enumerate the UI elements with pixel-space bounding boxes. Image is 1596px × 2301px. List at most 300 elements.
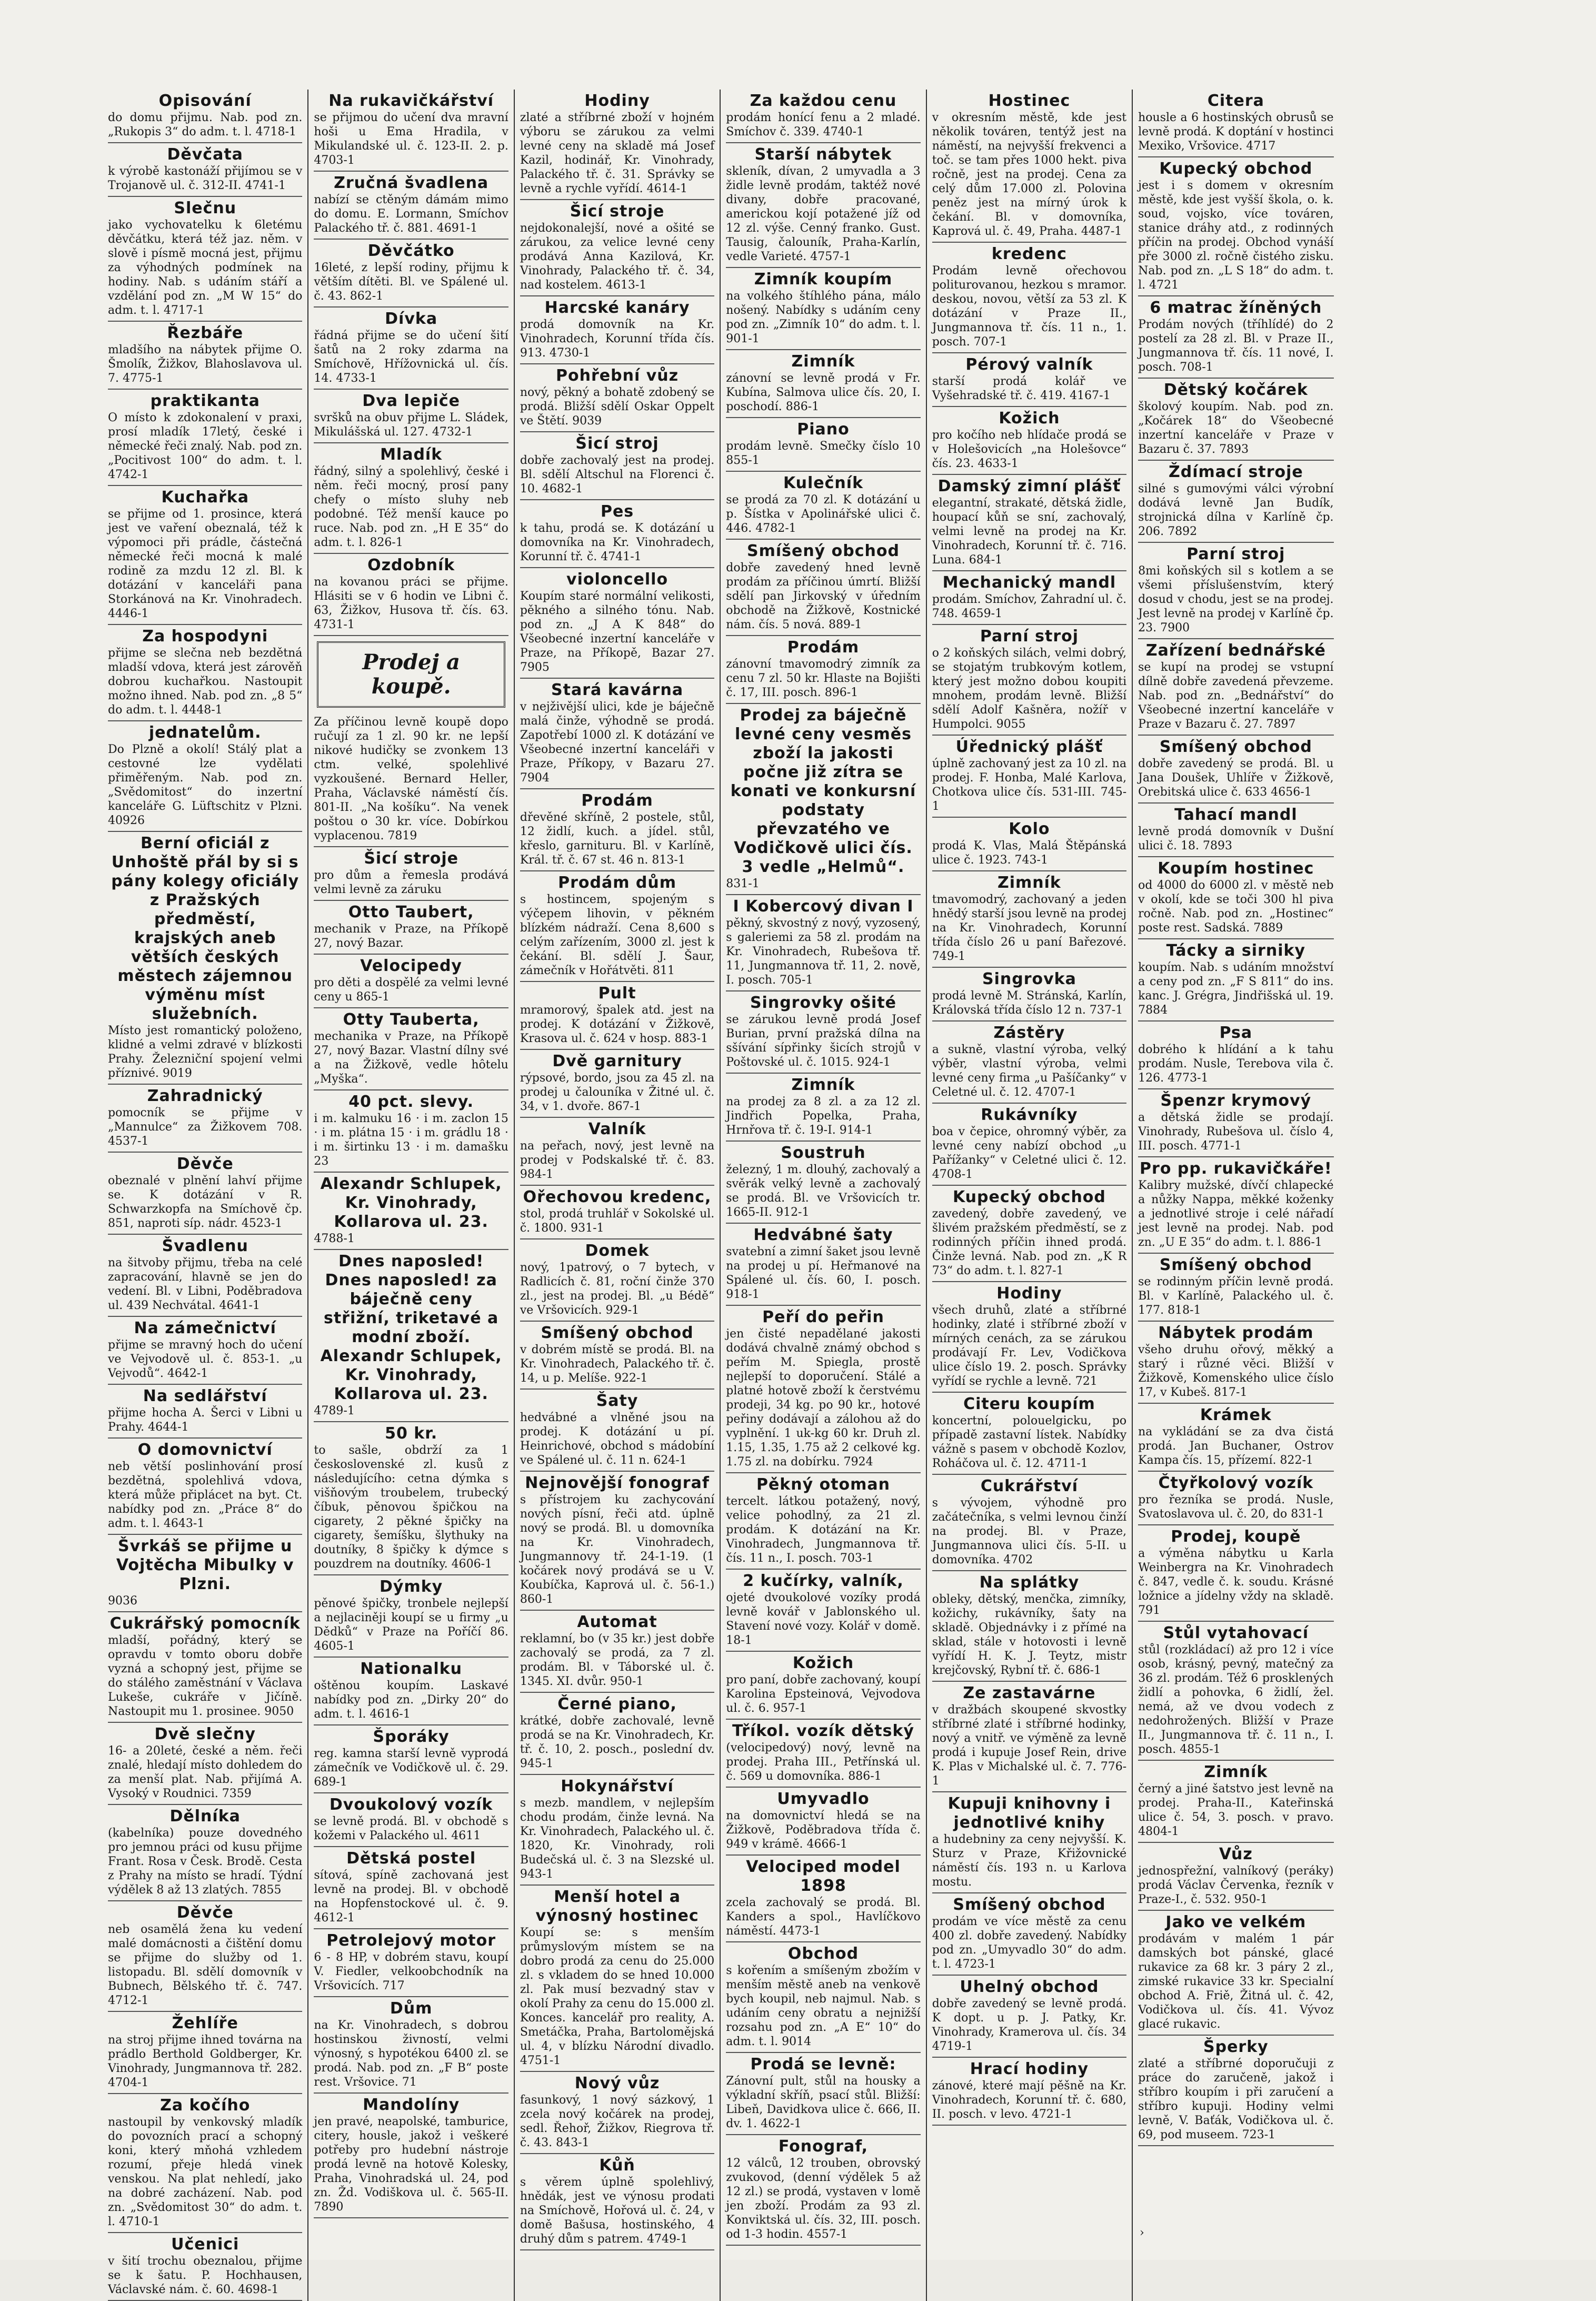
classified-ad	[520, 789, 714, 871]
ad-heading: Kupuji knihovny i jednotlivé knihy	[947, 1794, 1111, 1832]
ad-heading: Šporáky	[373, 1728, 450, 1746]
classified-ad	[108, 197, 302, 322]
ad-heading: Děvčátko	[367, 242, 455, 260]
ad-text: housle a 6 hostinských obrusů se levně prodá. K doptání v hostinci Mexiko, Vršovice. 4717	[1138, 111, 1334, 153]
ad-heading: Děvčata	[167, 145, 243, 164]
ad-text: se přijme od 1. prosince, která jest ve vaření obeznalá, též k výpomoci při prádle, částečná německé řeči mocná k malé rodině za mzdu 12 zl. Bl. k dotázání v kanceláři pana Storkánová na Kr. Vinohradech. 4446-1	[108, 508, 303, 620]
classified-ad	[314, 955, 508, 1008]
ad-heading: Tříkol. vozík dětský	[732, 1722, 914, 1740]
classified-ad	[1138, 543, 1333, 639]
ad-heading: Dětská postel	[346, 1849, 476, 1868]
ad-text: pěnové špičky, tronbele nejlepší a nejlaciněji koupí se u firmy „u Dědků“ v Praze na Poříčí 86. 4605-1	[314, 1597, 508, 1653]
section-promo-box: Prodej a koupě.	[317, 641, 505, 708]
ad-text: 831-1	[726, 877, 760, 890]
classified-ad	[520, 1050, 714, 1118]
ad-text: (velocipedový) nový, levně na prodej. Praha III., Petřínská ul. č. 569 u domovníka. 886-1	[726, 1741, 921, 1783]
ad-heading: Citera	[1207, 92, 1264, 110]
classified-ad	[520, 1693, 714, 1775]
ad-text: mramorový, špalek atd. jest na prodej. K dotázání v Žižkově, Krasova ul. č. 624 v hosp. 883-1	[520, 1004, 715, 1045]
classified-ad	[932, 1186, 1126, 1282]
classified-ad	[520, 1186, 714, 1239]
classified-ad	[932, 243, 1126, 353]
ad-text: v okresním městě, kde jest několik továren, tentýž jest na náměstí, na nejvyšší frekvenci a toč. se tam přes 1000 hekt. piva ročně, jest na prodej. Cena za celý dům 17.000 zl. Polovina peněz jest na mírný úrok k čekání. Bl. v domovníka, Kaprová ul. č. 49, Praha. 4487-1	[932, 111, 1127, 238]
classified-ad	[726, 1856, 920, 1942]
ad-text: nejdokonalejší, nové a ošité se zárukou, za velice levné ceny prodává Anna Kazilová, Kr. Vinohrady, Palackého tř. č. 34, nad kostelem. 4613-1	[520, 222, 715, 292]
classified-ad	[932, 625, 1126, 736]
ad-text: fasunkový, 1 nový sázkový, 1 zcela nový kočárek na prodej, sedl. Řehoř, Žižkov, Riegrova tř. č. 43. 843-1	[520, 2094, 715, 2149]
classified-ad	[314, 1793, 508, 1847]
classified-ad	[314, 90, 508, 172]
ad-heading: Pro pp. rukavičkáře!	[1140, 1159, 1332, 1178]
ad-text: a výměna nábytku u Karla Weinbergra na Kr. Vinohradech č. 847, vedle č. k. soudu. Krásné ložnice a jídelny vždy na skladě. 791	[1138, 1547, 1334, 1617]
ad-heading: Pes	[600, 502, 634, 521]
ad-text: (kabelníka) pouze dovedného pro jemnou práci od kusu přijme Frant. Rosa v Česk. Brodě. Cesta z Prahy na místo se hradí. Týdní výdělek 8 až 13 zlatých. 7855	[108, 1827, 303, 1897]
ad-heading: kredenc	[991, 245, 1067, 263]
ad-heading: Šicí stroj	[575, 434, 659, 453]
ad-text: mladšího na nábytek přijme O. Šmolík, Žižkov, Blahoslavova ul. 7. 4775-1	[108, 343, 303, 385]
classified-ad	[108, 2094, 302, 2233]
classified-ad	[1138, 296, 1333, 379]
ad-column-4	[721, 90, 926, 2301]
ad-heading: Stará kavárna	[551, 681, 684, 699]
ad-text: s věrem úplně spolehlivý, hnědák, jest ve výnosu prodati na Smíchově, Hořová ul. č. 24, v domě Bašusa, hostinského, 4 druhý dům s patrem. 4749-1	[520, 2176, 715, 2246]
ad-text: hedvábné a vlněné jsou na prodej. K dotázání u pí. Heinrichové, obchod s mádobíní ve Spálené ul. č. 11 n. 624-1	[520, 1411, 715, 1467]
classified-ad	[314, 1658, 508, 1725]
ad-heading: Špenzr krymový	[1160, 1092, 1312, 1110]
classified-ad	[108, 625, 302, 721]
classified-ad	[314, 308, 508, 390]
classified-ad	[520, 1390, 714, 1472]
ad-heading: Dívka	[385, 310, 438, 328]
classified-ad	[1138, 1843, 1333, 1911]
classified-ad	[314, 1847, 508, 1929]
classified-ad	[520, 90, 714, 200]
classified-ad	[932, 2058, 1126, 2126]
ad-column-5	[927, 90, 1133, 2301]
classified-ad	[932, 407, 1126, 475]
ad-text: a sukně, vlastní výroba, velký výběr, vlastní výroba, velmi levné ceny firma „u Pašíčanky“ v Celetné ul. č. 12. 4707-1	[932, 1043, 1127, 1099]
ad-heading: Švrkáš se přijme u Vojtěcha Mibulky v Plzni.	[116, 1537, 294, 1593]
ad-text: zánovní se levně prodá v Fr. Kubína, Salmova ulice čís. 20, I. poschodí. 886-1	[726, 372, 921, 413]
ad-heading: Dvě slečny	[154, 1725, 256, 1743]
ad-heading: Dělníka	[169, 1807, 241, 1826]
ad-column-1	[103, 90, 308, 2301]
ad-text: nový, pěkný a bohatě zdobený se prodá. Bližší sdělí Oskar Oppelt ve Štětí. 9039	[520, 386, 715, 428]
ad-heading: Ze zastavárne	[963, 1684, 1096, 1702]
ad-text: Prodám levně ořechovou politurovanou, hezkou s mramor. deskou, novou, větší za 53 zl. K dotázání v Praze II., Jungmannova tř. čís. 11 n., 1. posch. 707-1	[932, 264, 1127, 349]
ad-text: 16- a 20leté, české a něm. řeči znalé, hledají místo dohledem do za menší plat. Nab. přijímá A. Vysoký v Roudnici. 7359	[108, 1744, 303, 1800]
ad-text: Koupí se: s menším průmyslovým místem se na dobro prodá za cenu do 25.000 zl. s vkladem do se hned 10.000 zl. Pak musí bezvadný stav v okolí Prahy za cenu do 15.000 zl. Konces. kancelář pro reality, A. Smetáčka, Praha, Bartolomějská ul. 4, v blízku Národní divadlo. 4751-1	[520, 1926, 715, 2067]
classified-ad	[726, 1942, 920, 2053]
ad-text: mechanika v Praze, na Příkopě 27, nový Bazar. Vlastní dílny své a na Žižkově, vedle hôtelu „Myška“.	[314, 1030, 508, 1086]
classified-ad	[1138, 1254, 1333, 1322]
ad-text: elegantní, strakaté, dětská židle, houpací kůň se sní, zachovalý, velmi levně na prodej na Kr. Vinohradech, Korunní tř. č. 716. Luna. 684-1	[932, 497, 1127, 567]
classified-ad	[108, 1439, 302, 1535]
classified-ad	[314, 1929, 508, 1997]
ad-heading: Černé piano,	[557, 1695, 677, 1713]
ad-heading: Dvě garnitury	[552, 1052, 682, 1070]
ad-heading: Velocipedy	[360, 957, 462, 975]
classified-ad	[932, 1792, 1126, 1893]
ad-text: dobře zavedený hned levně prodám za příčinou úmrtí. Bližší sdělí pan Jirkovský v úředním obchodě na Žižkově, Kostnické nám. čís. 5 nová. 889-1	[726, 561, 921, 631]
classified-ad	[932, 571, 1126, 625]
ad-text: tmavomodrý, zachovaný a jeden hnědý starší jsou levně na prodej na Kr. Vinohradech, Korunní třída číslo 26 u paní Bařezové. 749-1	[932, 893, 1127, 963]
ad-heading: Menší hotel a výnosný hostinec	[535, 1888, 699, 1925]
classified-ad	[1138, 90, 1333, 157]
ad-heading: Pult	[598, 984, 636, 1003]
ad-text: a hudebniny za ceny nejvyšší. K. Sturz v Praze, Křižovnické náměstí čís. 193 n. u Karlova mostu.	[932, 1833, 1127, 1889]
ad-heading: Koupím hostinec	[1158, 859, 1314, 878]
classified-ad	[314, 1173, 508, 1250]
ad-heading: Nationalku	[360, 1660, 463, 1678]
ad-text: prodá domovník na Kr. Vinohradech, Korunní třída čís. 913. 4730-1	[520, 318, 715, 360]
ad-heading: Kožich	[792, 1654, 854, 1672]
classified-ad	[108, 1153, 302, 1235]
ad-text: dobrého k hlídání a k tahu prodám. Nusle, Terebova vila č. 126. 4773-1	[1138, 1043, 1334, 1085]
ad-text: 4789-1	[314, 1404, 355, 1417]
classified-ad	[726, 991, 920, 1074]
ad-heading: Starší nábytek	[754, 145, 892, 164]
ad-heading: Smíšený obchod	[953, 1896, 1106, 1914]
ad-text: mladší, pořádný, který se opravdu v tomto oboru dobře vyzná a schopný jest, přijme se do stálého zaměstnání v Václava Lukeše, cukráře v Jičíně. Nastoupit mu 1. prosinee. 9050	[108, 1634, 303, 1718]
ad-text: Za příčinou levně koupě dopo ručují za 1 zl. 90 kr. ne lepší nikové hudičky se zvonkem 13 ctm. velké, spolehlivé vyzkoušené. Bernard Heller, Praha, Václavské náměstí čís. 801-II. „Na košíku“. Na venek poštou o 30 kr. více. Dobírkou vyplacenou. 7819	[314, 716, 508, 842]
ad-heading: Dýmky	[380, 1578, 443, 1596]
ad-text: prodá levně M. Stránská, Karlín, Královská třída číslo 12 n. 737-1	[932, 989, 1127, 1017]
ad-text: se kupí na prodej se vstupní dílně dobře zavedená převzeme. Nab. pod zn. „Bednářství“ do Všeobecné inzertní kanceláře v Praze v Bazaru č. 27. 7897	[1138, 661, 1334, 731]
ad-text: nabízí se ctěným dámám mimo do domu. E. Lormann, Smíchov Palackého tř. č. 881. 4691-1	[314, 193, 508, 235]
ad-text: zánovní tmavomodrý zimník za cenu 7 zl. 50 kr. Hlaste na Bojišti č. 17, III. posch. 896-1	[726, 658, 921, 699]
ad-text: O místo k zdokonalení v praxi, prosí mladík 17letý, české i německé řeči znalý. Nab. pod zn. „Pocitivost 100“ do adm. t. l. 4742-1	[108, 411, 303, 481]
ad-text: v šití trochu obeznalou, přijme se k šatu. P. Hochhausen, Václavské nám. č. 60. 4698-1	[108, 2255, 303, 2296]
ad-heading: Zařízení bednářské	[1145, 641, 1326, 660]
ad-text: s přístrojem ku zachycování nových písní, řeči atd. úplně nový se prodá. Bl. u domovníka na Kr. Vinohradech, Jungmannovy tř. 24-1-19. (1 kočárek nový prodává se u V. Koubíčka, Kaprová ul. č. 56-1.) 860-1	[520, 1493, 715, 1606]
ad-heading: Parní stroj	[980, 627, 1079, 646]
ad-text: a dětská židle se prodají. Vinohrady, Rubešova ul. číslo 4, III. posch. 4771-1	[1138, 1111, 1334, 1153]
classified-ad	[1138, 1761, 1333, 1843]
ad-heading: 50 kr.	[385, 1424, 438, 1443]
ad-heading: Kůň	[599, 2156, 635, 2175]
ad-text: na kovanou práci se přijme. Hlásiti se v 6 hodin ve Libni č. 63, Žižkov, Husova tř. čís. 63. 4731-1	[314, 576, 508, 631]
ad-text: do domu přijmu. Nab. pod zn. „Rukopis 3“ do adm. t. l. 4718-1	[108, 111, 303, 138]
classified-ad	[108, 721, 302, 832]
ad-heading: Alexandr Schlupek, Kr. Vinohrady, Kollarova ul. 23.	[320, 1175, 502, 1231]
ad-heading: Prodej za báječně levné ceny vesměs zboží la jakosti počne již zítra se konati ve konkursní podstaty převzatého ve Vodičkově ulici čís. 3 vedle „Helmů“.	[730, 706, 916, 876]
classified-ad	[520, 200, 714, 296]
ad-heading: violoncello	[566, 570, 669, 589]
ad-heading: Pěkný otoman	[756, 1475, 891, 1494]
ad-text: Zánovní pult, stůl na housky a výkladní skříň, psací stůl. Bližší: Libeň, Davidkova ulice č. 666, II. dv. 1. 4622-1	[726, 2075, 921, 2130]
ad-text: skleník, dívan, 2 umyvadla a 3 židle levně prodám, taktéž nové divany, dobře pracované, americkou kojí potažené jíž od 12 zl. výše. Cenný franko. Gust. Tausig, čalouník, Praha-Karlín, vedle Varieté. 4757-1	[726, 165, 921, 263]
classified-ad	[108, 2233, 302, 2301]
ad-heading: Zástěry	[993, 1024, 1065, 1042]
ad-text: rýpsové, bordo, jsou za 45 zl. na prodej u čalouníka v Žitné ul. č. 34, v 1. dvoře. 867-1	[520, 1072, 715, 1113]
ad-heading: Pohřební vůz	[556, 366, 679, 385]
ad-text: jen čisté nepadělané jakosti dodává chvalně známý obchod s peřím M. Spiegla, prostě nejlepší to doporučení. Stálé a platné hotově zboží k čerstvému prodeji, 34 kg. po 90 kr., hotové peřiny dodávají a zálohou až do vyplnění. 1 uk-kg 60 kr. Druh zl. 1.15, 1.35, 1.75 až 2 celkové kg. 1.75 zl. na dobírku. 7924	[726, 1327, 921, 1469]
classified-ad	[520, 1611, 714, 1693]
ads-columns	[103, 90, 1545, 2296]
classified-ad	[932, 736, 1126, 818]
classified-ad	[314, 390, 508, 443]
ad-text: dobře zavedený se prodá. Bl. u Jana Doušek, Uhlíře v Žižkově, Orebitská ulice č. 633 4656-1	[1138, 757, 1334, 799]
classified-ad	[1138, 639, 1333, 736]
classified-ad	[1138, 1322, 1333, 1404]
classified-ad	[108, 1535, 302, 1612]
ad-heading: Kupecký obchod	[952, 1188, 1106, 1206]
ad-heading: Citeru koupím	[963, 1395, 1095, 1413]
classified-ad	[932, 1682, 1126, 1792]
classified-ad	[932, 1393, 1126, 1475]
ad-heading: Opisování	[158, 92, 252, 110]
ad-text: Prodám nových (tříhlídé) do 2 postelí za 28 zl. Bl. v Praze II., Jungmannova tř. čís. 11 nové, I. posch. 708-1	[1138, 318, 1334, 374]
classified-ad	[932, 353, 1126, 407]
ad-text: se zárukou levně prodá Josef Burian, první pražská dílna na sšívání sípřinky šicích strojů v Poštovské ul. č. 1015. 924-1	[726, 1013, 921, 1069]
classified-ad	[932, 968, 1126, 1021]
classified-ad	[932, 1893, 1126, 1976]
classified-ad	[932, 475, 1126, 571]
ad-heading: Valník	[588, 1120, 646, 1138]
ad-heading: 40 pct. slevy.	[348, 1093, 474, 1111]
ad-text: mechanik v Praze, na Příkopě 27, nový Bazar.	[314, 923, 508, 950]
ad-heading: Cukrářství	[980, 1477, 1079, 1495]
ad-text: k výrobě kastonáží přijímou se v Trojanově ul. č. 312-II. 4741-1	[108, 165, 303, 192]
ad-heading: Prodám	[581, 791, 653, 810]
ad-text: pěkný, skvostný z nový, vyzosený, s galeriemi za 58 zl. prodám na Kr. Vinohradech, Rubešova tř. 11, Jungmannova tř. 11, 2. nově, I. posch. 705-1	[726, 917, 921, 987]
classified-ad	[726, 540, 920, 636]
ad-text: stůl (rozkládací) až pro 12 i více osob, krásný, pevný, matečný za 36 zl. prodám. Též 6 prosklených židlí a pohovka, 6 židlí, žel. nemá, až ve dvou vodech z nedohrožených. Bližší v Praze II., Jungmannova tř. č. 11 n., I. posch. 4855-1	[1138, 1643, 1334, 1756]
ad-heading: Šicí stroje	[570, 202, 665, 221]
ad-text: přijme se slečna neb bezdětná mladší vdova, která jest zárověň dobrou kuchařkou. Nastoupit možno ihned. Nab. pod zn. „8 5“ do adm. t. l. 4448-1	[108, 647, 303, 717]
classified-ad	[520, 432, 714, 500]
ad-text: se přijmou do učení dva mravní hoši u Ema Hradila, v Mikulandské ul. č. 123-II. 2. p. 4703-1	[314, 111, 508, 167]
classified-ad	[108, 90, 302, 143]
classified-ad	[314, 172, 508, 240]
ad-text: přijme se mravný hoch do učení ve Vejvodově ul. č. 853-1. „u Vejvodů“. 4642-1	[108, 1338, 303, 1380]
ad-heading: Slečnu	[174, 199, 237, 217]
classified-ad	[1138, 1911, 1333, 2036]
classified-ad	[726, 90, 920, 143]
ad-text: školový koupím. Nab. pod zn. „Kočárek 18“ do Všeobecné inzertní kanceláře v Praze v Bazaru č. 37. 7893	[1138, 400, 1334, 456]
classified-ad	[726, 1473, 920, 1570]
classified-ad	[726, 1652, 920, 1720]
ad-text: nastoupil by venkovský mladík do povozních prací a schopný koni, který mňohá vzhledem rozumí, přeje hledá vinek venskou. Na plat nehledí, jako na dobré zacházení. Nab. pod zn. „Svědomitost 30“ do adm. t. l. 4710-1	[108, 2116, 303, 2228]
ad-heading: Prodám	[787, 638, 860, 657]
classified-ad	[1138, 736, 1333, 804]
ad-heading: Ozdobník	[367, 556, 455, 574]
ad-heading: Žehlíře	[172, 2014, 238, 2032]
ad-heading: Parní stroj	[1186, 545, 1285, 563]
classified-ad	[108, 143, 302, 197]
ad-text: na domovnictví hledá se na Žižkově, Poděbradova třída č. 949 v krámě. 4666-1	[726, 1809, 921, 1851]
ad-heading: Kupecký obchod	[1159, 160, 1313, 178]
ad-text: železný, 1 m. dlouhý, zachovalý a svěrák velký levně a zachovalý se prodá. Bl. ve Vršovicích tr. 1665-II. 912-1	[726, 1163, 921, 1219]
ad-text: pro paní, dobře zachovaný, koupí Karolina Epsteinová, Vejvodova ul. č. 6. 957-1	[726, 1673, 921, 1715]
page-mark: ›	[1140, 2226, 1144, 2239]
classified-ad	[108, 322, 302, 390]
ad-text: reklamní, bo (v 35 kr.) jest dobře zachovalý se prodá, za 7 zl. prodám. Bl. v Táborské ul. č. 1345. XI. dvůr. 950-1	[520, 1632, 715, 1688]
ad-heading: Domek	[585, 1242, 650, 1260]
ad-heading: Učenici	[171, 2235, 240, 2254]
ad-column-3	[515, 90, 721, 2301]
ad-text: neb větší poslinhování prosí bezdětná, spolehlivá vdova, která může připlácet na byt. Ct. nabídky pod zn. „Práce 8“ do adm. t. l. 4643-1	[108, 1460, 303, 1530]
ad-heading: Hedvábné šaty	[753, 1226, 893, 1244]
ad-heading: Ždímací stroje	[1168, 463, 1303, 481]
ad-heading: Soustruh	[781, 1144, 866, 1162]
classified-ad	[520, 2072, 714, 2154]
ad-heading: Berní oficiál z Unhoště přál by si s pány kolegy oficiály z Pražských předměstí, krajských aneb větších českých městech zájemnou výměnu míst služebních.	[111, 834, 300, 1023]
classified-ad	[726, 350, 920, 418]
ad-heading: Dům	[390, 1999, 433, 2018]
ad-text: ojeté dvoukolové vozíky prodá levně kovář v Jablonského ul. Stavení nové vozy. Kolář v domě. 18-1	[726, 1591, 921, 1647]
ad-heading: Peří do peřin	[762, 1308, 884, 1326]
ad-heading: Smíšený obchod	[1159, 738, 1312, 756]
classified-ad	[108, 1805, 302, 1901]
ad-text: prodám ve více městě za cenu 400 zl. dobře zavedený. Nabídky pod zn. „Umyvadlo 30“ do adm. t. l. 4723-1	[932, 1915, 1127, 1971]
ad-heading: Šaty	[596, 1392, 639, 1410]
ad-text: 6 - 8 HP, v dobrém stavu, koupí V. Fiedler, velkoobchodník na Vršovicích. 717	[314, 1951, 508, 1992]
ad-heading: Zimník	[1204, 1763, 1268, 1781]
classified-ad	[1138, 157, 1333, 296]
classified-ad	[726, 1788, 920, 1856]
ad-text: prodám honící fenu a 2 mladé. Smíchov č. 339. 4740-1	[726, 111, 921, 138]
ad-heading: Ořechovou kredenc,	[523, 1188, 712, 1206]
ad-text: od 4000 do 6000 zl. v městě neb v okolí, kde se toči 300 hl piva ročně. Nab. pod zn. „Hostinec“ poste rest. Sadská. 7889	[1138, 879, 1334, 935]
classified-ad	[314, 1575, 508, 1658]
classified-ad	[932, 1021, 1126, 1104]
ad-text: všeho druhu ořový, měkký a starý i různé věci. Bližší v Žižkově, Komenského ulice číslo 17, v Kubeš. 817-1	[1138, 1343, 1334, 1399]
ad-heading: Prodám dům	[558, 874, 677, 892]
ad-heading: Za každou cenu	[750, 92, 897, 110]
classified-ad	[726, 268, 920, 350]
ad-text: jest i s domem v okresním městě, kde jest vyšší škola, o. k. soud, vojsko, více továren, stanice dráhy atd., z rodinných příčin na prodej. Obchod vynáší pře 3000 zl. ročně čistého zisku. Nab. pod zn. „L S 18“ do adm. t. l. 4721	[1138, 179, 1334, 292]
classified-ad	[726, 1142, 920, 1224]
classified-ad	[726, 895, 920, 991]
ad-text: na šitvoby přijmu, třeba na celé zapracování, hlavně se jen do vedení. Bl. v Libni, Poděbradova ul. 439 Nechvátal. 4641-1	[108, 1256, 303, 1312]
ad-heading: Za hospodyni	[142, 627, 268, 646]
classified-ad	[520, 296, 714, 364]
classified-ad	[108, 1235, 302, 1317]
ad-text: pomocník se přijme v „Mannulce“ za Žižkovem 708. 4537-1	[108, 1106, 303, 1148]
ad-text: 4788-1	[314, 1232, 355, 1245]
ad-heading: Smíšený obchod	[541, 1324, 694, 1342]
ad-heading: Umyvadlo	[777, 1790, 870, 1808]
classified-ad	[108, 1385, 302, 1439]
classified-ad	[520, 679, 714, 789]
ad-text: se prodá za 70 zl. K dotázání u p. Šístka v Apolinářské ulici č. 446. 4782-1	[726, 493, 921, 535]
ad-heading: Obchod	[787, 1945, 859, 1963]
ad-text: jako vychovatelku k 6letému děvčátku, která též jaz. něm. v slově i písmě mocná jest, přijmu za výhodných podmínek na hodiny. Nab. s udáním stáří a vzdělání pod zn. „M W 15“ do adm. t. l. 4717-1	[108, 219, 303, 317]
ad-text: 9036	[108, 1594, 137, 1608]
ad-heading: Hrací hodiny	[970, 2060, 1089, 2078]
ad-heading: Otty Tauberta,	[343, 1010, 480, 1029]
classified-ad	[932, 818, 1126, 871]
ad-heading: Zimník koupím	[754, 270, 893, 289]
ad-text: o 2 koňských silách, velmi dobrý, se stojatým trubkovým kotlem, který jest možno dobou koupiti mnohem, prodám levně. Bližší sdělí Adolf Kašněra, nožíř v Humpolci. 9055	[932, 647, 1127, 731]
ad-text: Místo jest romantický položeno, klidné a velmi zdravé v blízkosti Prahy. Železniční spojení velmi příznivé. 9019	[108, 1024, 303, 1080]
classified-ad	[726, 1570, 920, 1652]
classified-ad	[108, 2012, 302, 2094]
ad-text: dřevěné skříně, 2 postele, stůl, 12 židlí, kuch. a jídel. stůl, křeslo, garnituru. Bl. v Karlíně, Král. tř. č. 67 st. 46 n. 813-1	[520, 811, 715, 867]
ad-text: zavedený, dobře zavedený, ve šlivém pražském předměstí, se z rodinných příčin ihned prodá. Činže levná. Nab. pod zn. „K R 73“ do adm. t. l. 827-1	[932, 1207, 1127, 1277]
ad-heading: Šicí stroje	[364, 849, 458, 868]
classified-ad	[1138, 1525, 1333, 1622]
classified-ad	[1138, 804, 1333, 857]
ad-text: prodávám v malém 1 pár damských bot pánské, glacé rukavice za 68 kr. 3 páry 2 zl., zimské rukavice 33 kr. Specialní obchod A. Friě, Žitná ul. č. 42, Vodičkova ul. čís. 41. Vývoz glacé rukavic.	[1138, 1932, 1334, 2031]
ad-heading: Hostinec	[988, 92, 1071, 110]
ad-text: obeznalé v plnění lahví přijme se. K dotázání v R. Schwarzkopfa na Smíchově čp. 851, naproti síp. nádr. 4523-1	[108, 1174, 303, 1230]
ad-text: pro kočího neb hlídače prodá se v Holešovicích „na Holešovce“ čís. 23. 4633-1	[932, 429, 1127, 470]
ad-text: Do Plzně a okolí! Stálý plat a cestovné lze vydělati přiměřeným. Nab. pod zn. „Svědomitost“ do inzertní kanceláře G. Lüftschitz v Plzni. 40926	[108, 743, 303, 827]
classified-ad	[314, 554, 508, 636]
ad-text: starší prodá kolář ve Vyšehradské tř. č. 419. 4167-1	[932, 375, 1127, 402]
ad-text: pro řezníka se prodá. Nusle, Svatoslavova ul. č. 20, do 831-1	[1138, 1493, 1334, 1521]
ad-text: prodám. Smíchov, Zahradní ul. č. 748. 4659-1	[932, 593, 1127, 620]
ad-heading: Děvče	[176, 1903, 234, 1922]
ad-text: tercelt. látkou potažený, nový, velice pohodlný, za 21 zl. prodám. K dotázání na Kr. Vinohradech, Jungmannova tř. čís. 11 n., I. posch. 703-1	[726, 1495, 921, 1565]
classified-ad	[520, 982, 714, 1050]
classified-ad	[314, 1422, 508, 1575]
classified-ad	[1138, 1622, 1333, 1761]
ad-text: pro dům a řemesla prodává velmi levně za záruku	[314, 869, 508, 896]
classified-ad	[1138, 1021, 1333, 1089]
classified-ad	[726, 636, 920, 704]
ad-text: 16leté, z lepší rodiny, přijmu k větším dítěti. Bl. ve Spálené ul. č. 43. 862-1	[314, 261, 508, 303]
ad-heading: Zimník	[791, 352, 855, 371]
classified-ad	[1138, 379, 1333, 461]
ad-heading: Singrovky ošité	[750, 994, 897, 1012]
ad-text: úplně zachovaný jest za 10 zl. na prodej. F. Honba, Malé Karlova, Chotkova ulice čís. 531-III. 745-1	[932, 757, 1127, 813]
classified-ad	[314, 1090, 508, 1173]
classified-ad	[1138, 1157, 1333, 1254]
ad-heading: Piano	[797, 420, 850, 439]
ad-text: nový, 1patrový, o 7 bytech, v Radlicích č. 81, roční činže 370 zl., jest na prodej. Bl. „u Bédě“ ve Vršovicích. 929-1	[520, 1261, 715, 1317]
ad-heading: Jako ve velkém	[1165, 1913, 1306, 1931]
ad-text: neb osamělá žena ku vedení malé domácnosti a čištění domu se přijme do služby od 1. listopadu. Bl. sdělí domovník v Bubnech, Bělského tř. č. 747. 4712-1	[108, 1923, 303, 2007]
classified-ad	[932, 1475, 1126, 1571]
ad-text: svatební a zimní šaket jsou levně na prodej u pí. Heřmanové na Spálené ul. čís. 60, I. posch. 918-1	[726, 1245, 921, 1301]
ad-text: všech druhů, zlaté a stříbrné hodinky, zlaté i stříbrné zboží v mírných cenách, za se zárukou prodávají Fr. Lev, Vodičkova ulice číslo 19. 2. posch. Správky vyřídí se rychle a levně. 721	[932, 1304, 1127, 1388]
ad-heading: Dnes naposled! Dnes naposled! za báječně ceny střižní, triketavé a modní zboží. Alexandr Schlupek, Kr. Vinohrady, Kollarova ul. 23.	[320, 1252, 502, 1403]
ad-heading: Nový vůz	[574, 2074, 660, 2092]
classified-ad	[726, 472, 920, 540]
classified-ad	[1138, 857, 1333, 939]
ad-heading: Řezbáře	[167, 324, 244, 342]
ad-text: prodám levně. Smečky číslo 10 855-1	[726, 440, 921, 467]
ad-heading: Zahradnický	[147, 1087, 263, 1105]
classified-ad	[1138, 1089, 1333, 1157]
classified-ad	[108, 1723, 302, 1805]
ad-text: pro děti a dospělé za velmi levné ceny u 865-1	[314, 976, 508, 1004]
ad-heading: O domovnictví	[137, 1441, 273, 1459]
ad-text: na vykládání se za dva čistá prodá. Jan Buchaner, Ostrov Kampa čís. 15, přízemí. 822-1	[1138, 1425, 1334, 1467]
classified-ad	[108, 1085, 302, 1153]
ad-text: v dobrém místě se prodá. Bl. na Kr. Vinohradech, Palackého tř. č. 14, u p. Melíše. 922-1	[520, 1343, 715, 1385]
ad-heading: Stůl vytahovací	[1163, 1624, 1309, 1642]
ad-column-6	[1133, 90, 1339, 2301]
ad-text: reg. kamna starší levně vyprodá zámečník ve Vodičkově ul. č. 29. 689-1	[314, 1747, 508, 1789]
ad-heading: Uhelný obchod	[960, 1978, 1099, 1996]
ad-text: zcela zachovalý se prodá. Bl. Kanders a spol., Havlíčkovo náměstí. 4473-1	[726, 1896, 921, 1938]
ad-text: přijme hocha A. Šerci v Libni u Prahy. 4644-1	[108, 1406, 303, 1434]
classified-ad	[726, 1306, 920, 1473]
classified-ad	[726, 2135, 920, 2246]
classified-ad	[520, 568, 714, 679]
ad-text: na Kr. Vinohradech, s dobrou hostinskou živností, velmi výnosný, s hypotékou 6400 zl. se prodá. Nab. pod zn. „F B“ poste rest. Vršovice. 71	[314, 2019, 508, 2089]
ad-heading: Smíšený obchod	[1159, 1256, 1312, 1274]
ad-heading: I Kobercový divan I	[733, 897, 914, 916]
classified-ad	[726, 2053, 920, 2135]
classified-ad	[314, 1725, 508, 1793]
ad-heading: Mandolíny	[363, 2096, 460, 2114]
